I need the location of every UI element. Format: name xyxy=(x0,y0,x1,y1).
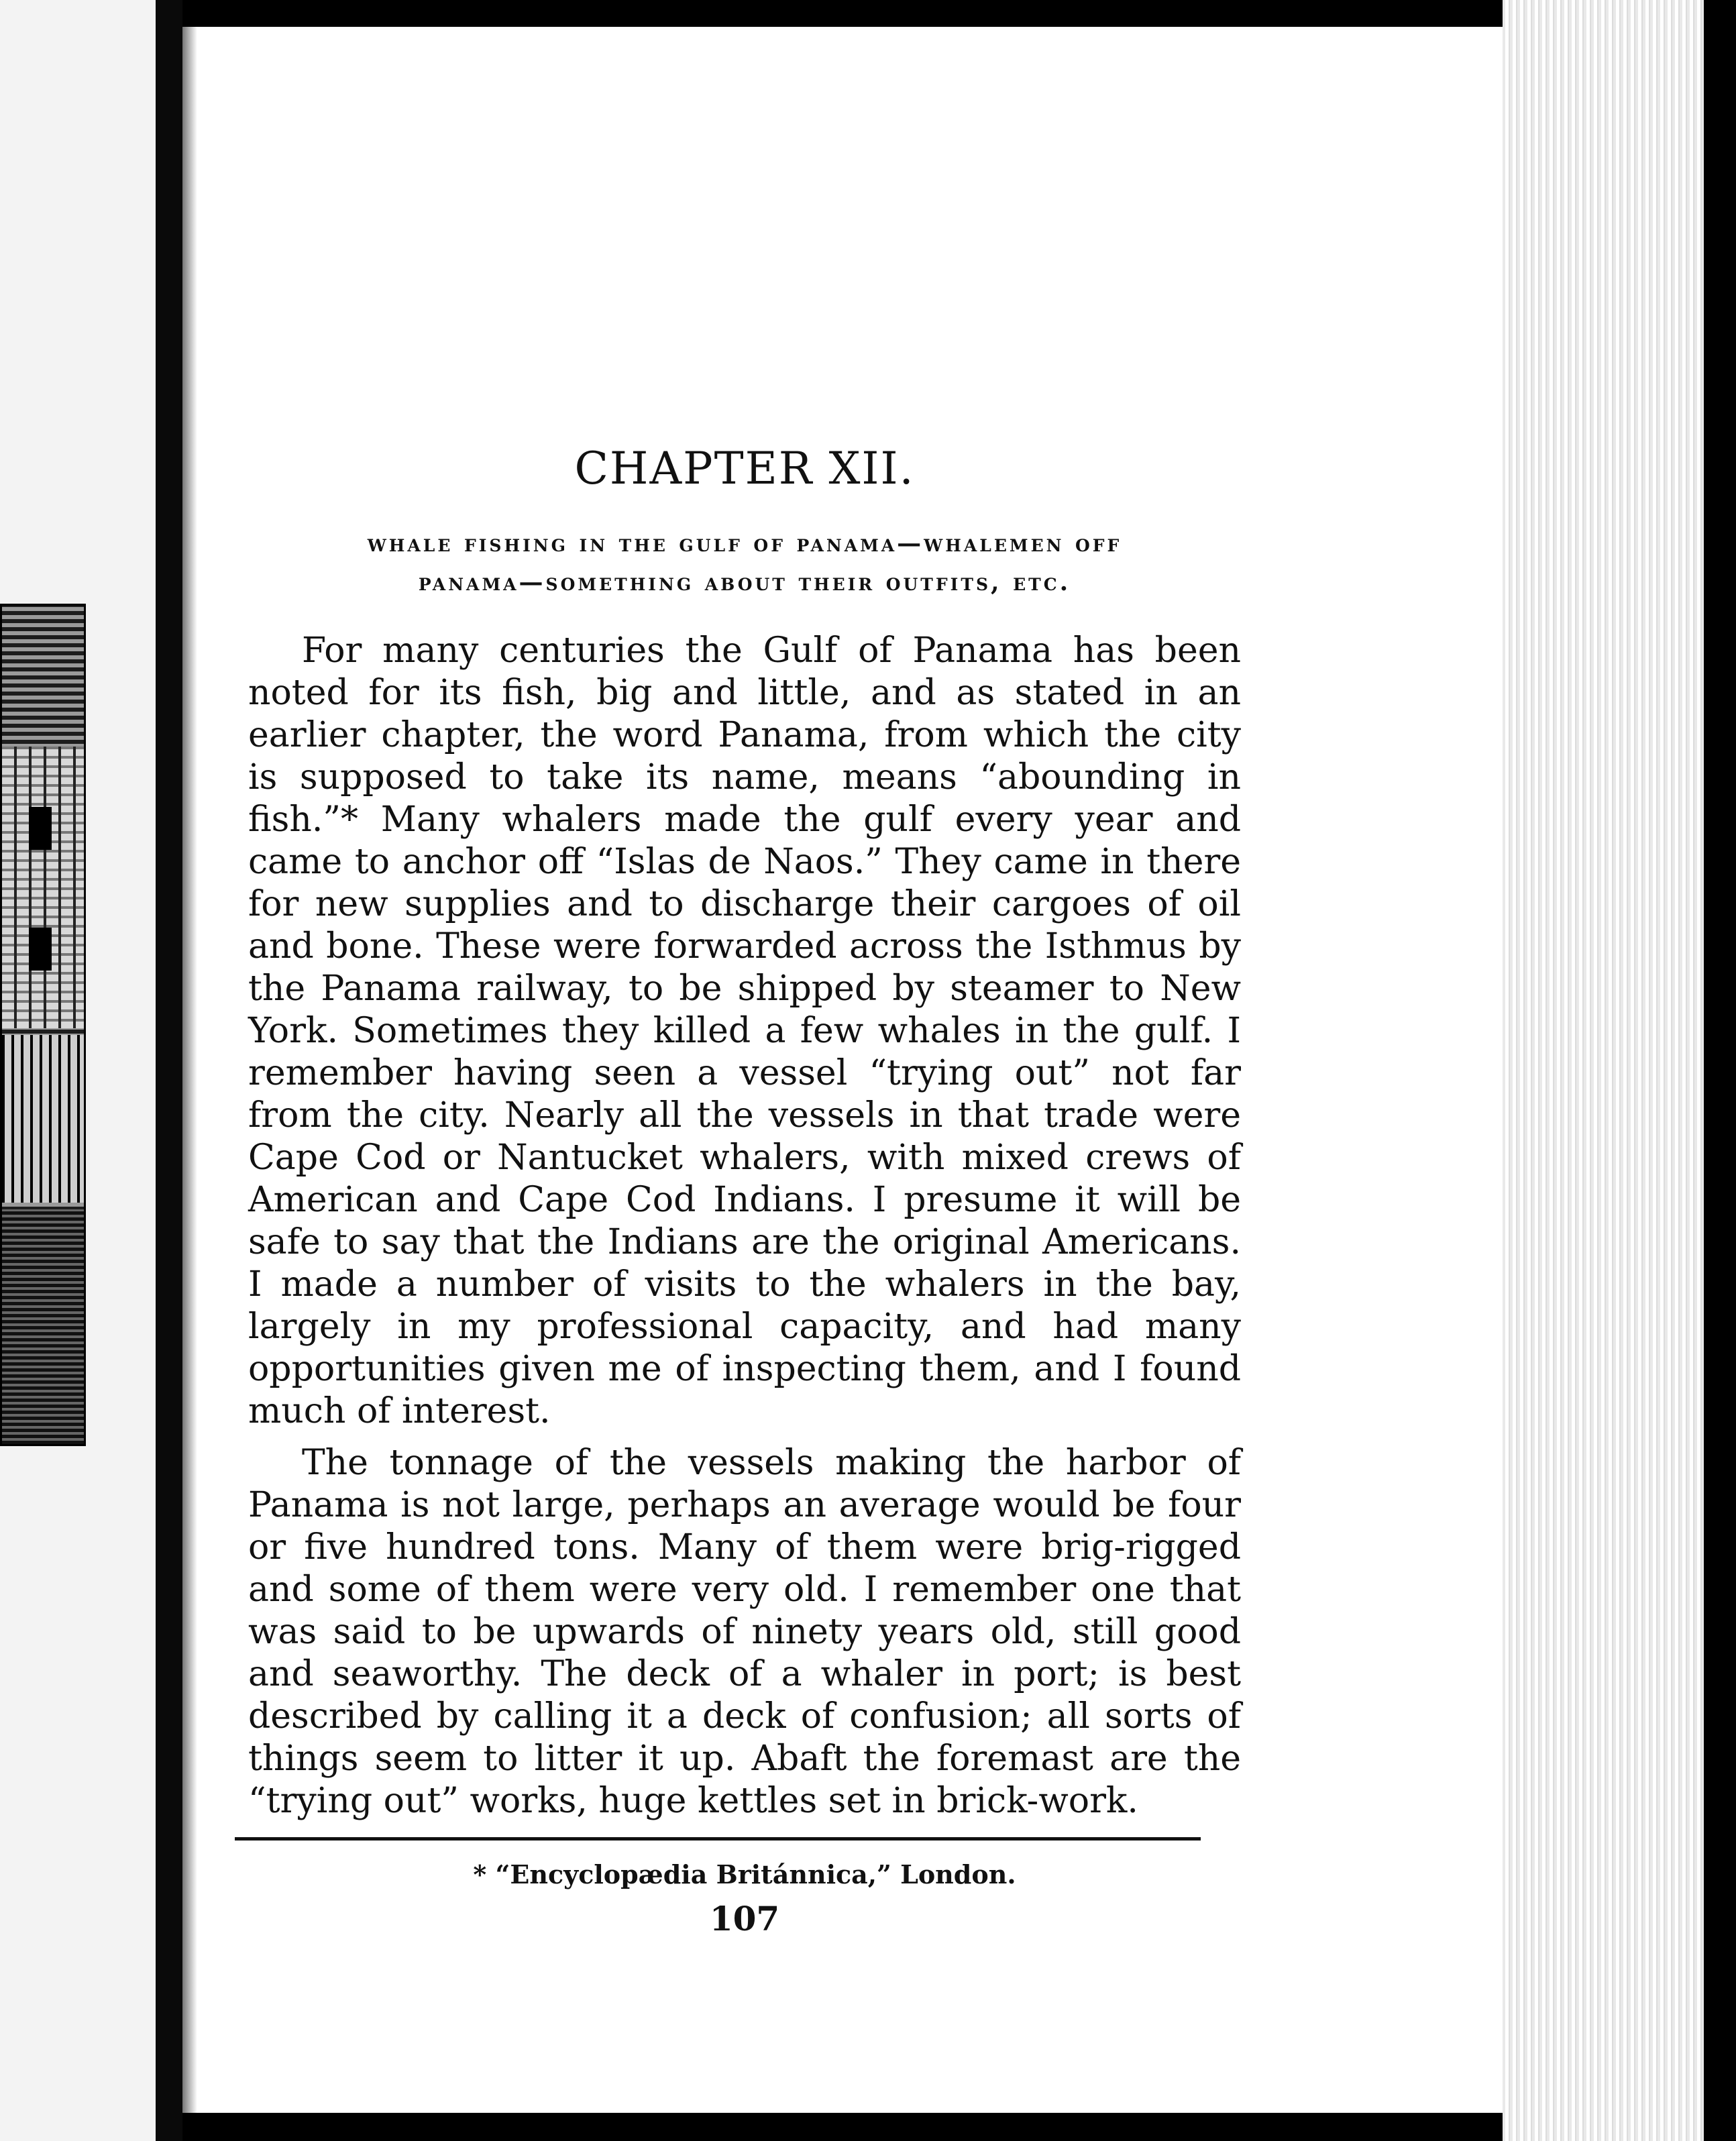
facing-page-illustration xyxy=(0,604,86,1446)
book-gutter xyxy=(156,0,182,2141)
illustration-window xyxy=(29,807,52,850)
body-paragraph: For many centuries the Gulf of Panama has been noted for its fish, big and little, and as stated in an earlier chapter, the word Panama, from which the city is supposed to take its name, means “abounding in fish.”* Many whalers made the gulf every year and came to anchor off “Islas de Naos.” They came in there for new supplies and to discharge their cargoes of oil and bone. These were forwarded across the Isthmus by the Panama railway, to be shipped by steamer to New York. Sometimes they killed a few whales in the gulf. I remember having seen a vessel “trying out” not far from the city. Nearly all the vessels in that trade were Cape Cod or Nantucket whalers, with mixed crews of American and Cape Cod Indians. I presume it will be safe to say that the Indians are the original Americans. I made a number of visits to the whalers in the bay, largely in my professional capacity, and had many opportunities given me of inspecting them, and I found much of interest. xyxy=(248,630,1241,1431)
illustration-water xyxy=(2,1209,84,1444)
illustration-building xyxy=(2,747,84,1028)
footnote: * “Encyclopædia Británnica,” London. xyxy=(473,1859,1016,1889)
facing-page xyxy=(0,0,168,2141)
book-page xyxy=(248,443,1241,1938)
illustration-fence xyxy=(2,1035,84,1203)
page-number: 107 xyxy=(709,1899,780,1938)
page-stack-edge xyxy=(1503,0,1712,2141)
chapter-title: CHAPTER XII. xyxy=(574,443,915,494)
chapter-summary-line: whale fishing in the gulf of panama—whalemen off xyxy=(367,529,1122,557)
scan-border-right xyxy=(1704,0,1736,2141)
chapter-summary xyxy=(248,524,1241,602)
body-paragraph: The tonnage of the vessels making the harbor of Panama is not large, perhaps an average would be four or five hundred tons. Many of them were brig-rigged and some of them were very old. I remember one that was said to be upwards of ninety years old, still good and seaworthy. The deck of a whaler in port; is best described by calling it a deck of confusion; all sorts of things seem to litter it up. Abaft the foremast are the “trying out” works, huge kettles set in brick-work. xyxy=(248,1443,1241,1821)
illustration-window xyxy=(29,928,52,971)
footnote-rule xyxy=(235,1837,1201,1841)
chapter-summary-line: panama—something about their outfits, etc. xyxy=(418,568,1071,596)
gutter-shadow xyxy=(182,0,197,2141)
